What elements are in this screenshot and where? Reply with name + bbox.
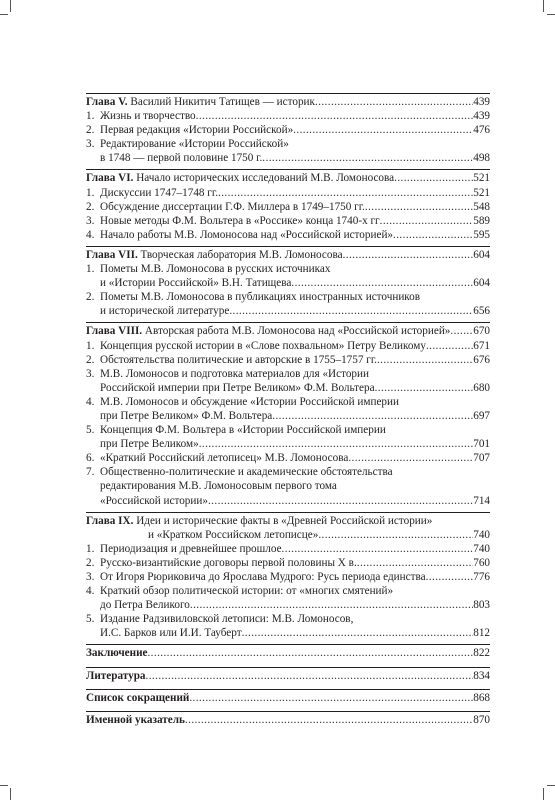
crop-mark-top-left-h: [0, 14, 8, 15]
crop-mark-bottom-left-h: [0, 785, 8, 786]
entry-title: Список сокращений: [86, 691, 190, 704]
crop-mark-bottom-left-v: [10, 788, 11, 800]
entry-title: Именной указатель: [86, 713, 185, 726]
entry-title: Первая редакция «Истории Российской»: [100, 124, 294, 137]
toc-entry-continuation: редактирования М.В. Ломоносовым первого тома: [100, 480, 337, 493]
chapter-number: Глава IX.: [86, 514, 134, 527]
chapter-section: [86, 169, 490, 241]
entry-title: Начало работы М.В. Ломоносова над «Российской историей»: [100, 228, 394, 241]
page-number: 548: [473, 200, 490, 213]
chapter-heading[interactable]: [86, 514, 490, 528]
entry-title: Заключение: [86, 647, 148, 660]
page-number: 870: [473, 713, 490, 726]
entry-title: Дискуссии 1747–1748 гг.: [100, 186, 219, 199]
page-number: 676: [473, 353, 490, 366]
chapter-section: [86, 512, 490, 641]
crop-mark-bottom-right-v: [543, 788, 544, 800]
entry-title: Концепция русской истории в «Слове похвальном» Петру Великому: [100, 339, 426, 352]
page-number: 707: [473, 452, 490, 465]
page-number: 740: [473, 542, 490, 555]
toc-entry[interactable]: 6. «Краткий Российский летописец» М.В. Ломоносова ..... 707: [86, 451, 490, 465]
chapter-title: Авторская работа М.В. Ломоносова над «Российской историей»: [142, 325, 451, 338]
toc-entry[interactable]: 2. Обстоятельства политические и авторские в 1755–1757 гг. ..... 676: [86, 353, 490, 367]
back-matter-entry[interactable]: [86, 711, 490, 727]
page-number: 670: [473, 325, 490, 338]
toc-entry[interactable]: 1. Периодизация и древнейшее прошлое ..... 740: [86, 542, 490, 556]
back-matter-entry[interactable]: [86, 644, 490, 660]
toc-entry-continuation: и исторической литературе ..... 656: [86, 304, 490, 318]
toc-entry-continuation: при Петре Великом» Ф.М. Вольтера ..... 697: [86, 409, 490, 423]
entry-title: Издание Радзивиловской летописи: М.В. Ломоносов,: [100, 613, 354, 626]
crop-mark-top-left-v: [10, 0, 11, 12]
toc-entry-continuation: и «Истории Российской» В.Н. Татищева ..... 604: [86, 276, 490, 290]
entry-title: Обсуждение диссертации Г.Ф. Миллера в 1749–1750 гг.: [100, 200, 365, 213]
chapter-heading[interactable]: [86, 95, 490, 109]
toc-entry[interactable]: 1. Концепция русской истории в «Слове похвальном» Петру Великому ..... 671: [86, 339, 490, 353]
table-of-contents: [86, 93, 490, 733]
chapter-heading[interactable]: [86, 324, 490, 338]
entry-title: «Краткий Российский летописец» М.В. Ломоносова: [100, 452, 349, 465]
page-number: 701: [473, 438, 490, 451]
page-number: 521: [473, 186, 490, 199]
toc-entry[interactable]: 1. Дискуссии 1747–1748 гг. ..... 521: [86, 186, 490, 200]
entry-title: М.В. Ломоносов и обсуждение «Истории Российской империи: [100, 395, 399, 408]
page-number: 760: [473, 556, 490, 569]
chapter-heading-continuation: [86, 528, 490, 542]
toc-entry[interactable]: 3. Новые методы Ф.М. Вольтера в «Россике» конца 1740-х гг ..... 589: [86, 214, 490, 228]
toc-entry[interactable]: 4. М.В. Ломоносов и обсуждение «Истории Российской империи: [86, 395, 399, 408]
chapter-number: Глава VIII.: [86, 325, 143, 338]
entry-title: Пометы М.В. Ломоносова в публикациях иностранных источников: [100, 291, 421, 304]
chapter-heading[interactable]: [86, 171, 490, 185]
toc-entry[interactable]: 4. Краткий обзор политической истории: от «многих смятений»: [86, 585, 394, 598]
chapter-title: Идеи и исторические факты в «Древней Российской истории»: [133, 514, 433, 527]
toc-entry[interactable]: 5. Издание Радзивиловской летописи: М.В. Ломоносов,: [86, 613, 354, 626]
toc-entry[interactable]: 2. Русско-византийские договоры первой половины X в. ..... 760: [86, 556, 490, 570]
entry-title: От Игоря Рюриковича до Ярослава Мудрого: Русь периода единства: [100, 571, 426, 583]
toc-entry[interactable]: 3. М.В. Ломоносов и подготовка материалов для «Истории: [86, 367, 369, 380]
chapter-section: [86, 93, 490, 165]
chapter-number: Глава VI.: [86, 172, 134, 185]
toc-entry[interactable]: 1. Жизнь и творчество ..... 439: [86, 109, 490, 123]
page-number: 604: [473, 248, 490, 261]
entry-title: Русско-византийские договоры первой половины X в.: [100, 556, 357, 569]
page-number: 803: [473, 599, 490, 612]
entry-title: Общественно-политические и академические обстоятельства: [100, 466, 393, 479]
page-number: 521: [473, 172, 490, 185]
entry-title: Краткий обзор политической истории: от «многих смятений»: [100, 585, 394, 598]
chapter-title: Василий Никитич Татищев — историк: [127, 96, 315, 108]
entry-title: Литература: [86, 669, 146, 682]
page-number: 656: [473, 305, 490, 318]
page-number: 498: [473, 152, 490, 165]
back-matter-entry[interactable]: [86, 667, 490, 683]
page-number: 812: [473, 627, 490, 640]
toc-entry[interactable]: 3. Редактирование «Истории Российской»: [86, 138, 289, 151]
toc-entry-continuation: в 1748 — первой половине 1750 г. ..... 498: [86, 151, 490, 165]
back-matter-entry[interactable]: [86, 689, 490, 705]
crop-mark-top-right-v: [543, 0, 544, 12]
toc-entry[interactable]: 2. Первая редакция «Истории Российской» ..... 476: [86, 123, 490, 137]
page-number: 604: [473, 277, 490, 290]
chapter-title: Творческая лаборатория М.В. Ломоносова: [137, 248, 343, 261]
crop-mark-bottom-right-h: [547, 785, 555, 786]
toc-entry[interactable]: 1. Пометы М.В. Ломоносова в русских источниках: [86, 263, 331, 276]
toc-entry[interactable]: 4. Начало работы М.В. Ломоносова над «Российской историей» ..... 595: [86, 228, 490, 242]
page-number: 714: [473, 494, 490, 507]
entry-title: М.В. Ломоносов и подготовка материалов для «Истории: [100, 367, 369, 380]
page-number: 680: [473, 381, 490, 394]
toc-entry-continuation: при Петре Великом» ..... 701: [86, 437, 490, 451]
page-number: 834: [473, 669, 490, 682]
page-number: 671: [473, 339, 490, 352]
chapter-title: и «Кратком Российском летописце»: [148, 528, 319, 541]
entry-title: Жизнь и творчество: [100, 110, 196, 123]
chapter-section: [86, 246, 490, 318]
toc-entry-continuation: «Российской истории» ..... 714: [86, 494, 490, 508]
chapter-number: Глава VII.: [86, 248, 138, 261]
page-number: 476: [473, 124, 490, 137]
chapter-heading[interactable]: [86, 248, 490, 262]
entry-title: Пометы М.В. Ломоносова в русских источниках: [100, 263, 331, 276]
chapter-number: Глава V.: [86, 96, 128, 108]
entry-title: Новые методы Ф.М. Вольтера в «Россике» конца 1740-х гг: [100, 214, 380, 227]
page-number: 740: [473, 528, 490, 541]
toc-entry-continuation: Российской империи при Петре Великом» Ф.М. Вольтера ..... 680: [86, 381, 490, 395]
entry-title: Обстоятельства политические и авторские в 1755–1757 гг.: [100, 353, 377, 366]
toc-entry-continuation: до Петра Великого ..... 803: [86, 598, 490, 612]
toc-entry[interactable]: 5. Концепция Ф.М. Вольтера в «Истории Российской империи: [86, 424, 386, 437]
toc-entry[interactable]: 2. Обсуждение диссертации Г.Ф. Миллера в 1749–1750 гг. ..... 548: [86, 200, 490, 214]
page-number: 697: [473, 409, 490, 422]
toc-entry[interactable]: 2. Пометы М.В. Ломоносова в публикациях иностранных источников: [86, 291, 421, 304]
entry-title: Концепция Ф.М. Вольтера в «Истории Российской империи: [100, 424, 386, 437]
toc-entry[interactable]: 7. Общественно-политические и академические обстоятельства: [86, 466, 393, 479]
entry-title: Периодизация и древнейшее прошлое: [100, 542, 282, 555]
toc-entry-continuation: И.С. Барков или И.И. Тауберт ..... 812: [86, 626, 490, 640]
toc-entry[interactable]: 3. От Игоря Рюриковича до Ярослава Мудрого: Русь периода единства ..... 776: [86, 570, 490, 584]
page-number: 595: [473, 228, 490, 241]
page-number: 589: [473, 214, 490, 227]
chapter-title: Начало исторических исследований М.В. Ломоносова: [133, 172, 395, 185]
page-number: 439: [473, 96, 490, 108]
chapter-section: [86, 322, 490, 507]
page-number: 868: [473, 691, 490, 704]
page-number: 439: [473, 110, 490, 123]
crop-mark-top-right-h: [547, 14, 555, 15]
entry-title: Редактирование «Истории Российской»: [100, 138, 289, 151]
page-number: 776: [473, 571, 490, 583]
page-number: 822: [473, 647, 490, 660]
